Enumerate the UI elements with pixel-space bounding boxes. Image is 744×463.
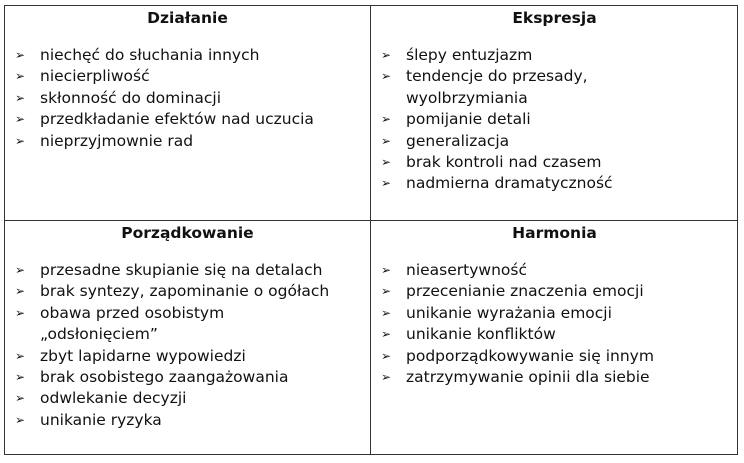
cell-title-top-left: Działanie [147,9,228,27]
list-item-text: podporządkowywanie się innym [406,346,654,365]
list-item-text: niecierpliwość [40,67,150,86]
list-item-text: pomijanie detali [406,110,531,129]
list-item-text: przedkładanie efektów nad uczucia [40,110,314,129]
list-bottom-left [15,260,360,431]
list-item [15,281,360,302]
list-top-right [381,45,728,195]
arrow-bullet-icon: ➢ [15,284,26,299]
list-item-text: zatrzymywanie opinii dla siebie [406,368,650,387]
arrow-bullet-icon: ➢ [381,305,392,320]
arrow-bullet-icon: ➢ [15,48,26,62]
cell-top-right [371,6,738,221]
list-item-text: unikanie konfliktów [406,325,556,344]
list-item-text: niechęć do słuchania innych [40,46,260,64]
cell-top-left [5,6,371,221]
list-item [381,260,728,281]
arrow-bullet-icon: ➢ [381,327,392,342]
arrow-bullet-icon: ➢ [15,370,26,385]
list-item-text: nadmierna dramatyczność [406,174,613,193]
list-item-text: tendencje do przesady, [406,67,588,86]
list-item-text: przesadne skupianie się na detalach [40,261,323,279]
list-item [381,109,728,130]
arrow-bullet-icon: ➢ [381,155,392,170]
list-item-text: generalizacja [406,131,510,150]
list-item [381,303,728,324]
list-item-text: brak kontroli nad czasem [406,153,602,172]
list-item [381,367,728,388]
list-item-text: brak osobistego zaangażowania [40,368,289,387]
arrow-bullet-icon: ➢ [381,112,392,127]
arrow-bullet-icon: ➢ [15,69,26,84]
list-item [15,303,360,346]
cell-title-top-right: Ekspresja [512,9,597,27]
cell-title-bottom-left: Porządkowanie [121,224,254,242]
arrow-bullet-icon: ➢ [381,48,392,62]
arrow-bullet-icon: ➢ [381,348,392,363]
list-item-text: odwlekanie decyzji [40,389,187,408]
arrow-bullet-icon: ➢ [381,370,392,385]
quadrant-table [4,5,738,455]
arrow-bullet-icon: ➢ [381,263,392,277]
list-item [15,367,360,388]
list-top-left [15,45,360,152]
list-item [381,281,728,302]
list-item-text: nieasertywność [406,261,527,279]
list-item [381,131,728,152]
list-item-text: ślepy entuzjazm [406,46,533,64]
list-item [381,173,728,194]
list-item-text: skłonność do dominacji [40,88,222,107]
list-item-text: obawa przed osobistym [40,303,225,322]
list-item-text: nieprzyjmownie rad [40,131,194,150]
cell-bottom-left [5,221,371,454]
list-item [381,324,728,345]
cell-title-bottom-right: Harmonia [512,224,597,242]
list-item-text: brak syntezy, zapominanie o ogółach [40,282,330,301]
arrow-bullet-icon: ➢ [381,69,392,84]
list-item [381,66,728,109]
arrow-bullet-icon: ➢ [15,305,26,320]
arrow-bullet-icon: ➢ [15,133,26,148]
list-item [15,45,360,66]
arrow-bullet-icon: ➢ [15,391,26,406]
arrow-bullet-icon: ➢ [15,112,26,127]
list-item-text: unikanie ryzyka [40,410,162,429]
list-bottom-right [381,260,728,388]
list-item [15,109,360,130]
list-item [381,346,728,367]
list-item-text: zbyt lapidarne wypowiedzi [40,346,246,365]
list-item [15,346,360,367]
list-item [381,45,728,66]
arrow-bullet-icon: ➢ [381,284,392,299]
list-item [15,410,360,431]
list-item-text: wyolbrzymiania [406,88,528,107]
list-item-text: unikanie wyrażania emocji [406,303,612,322]
list-item [15,388,360,409]
arrow-bullet-icon: ➢ [381,176,392,191]
arrow-bullet-icon: ➢ [15,348,26,363]
arrow-bullet-icon: ➢ [15,263,26,277]
list-item [15,88,360,109]
list-item [15,66,360,87]
list-item [15,260,360,281]
arrow-bullet-icon: ➢ [15,412,26,427]
list-item-text: przecenianie znaczenia emocji [406,282,644,301]
list-item-text: „odsłonięciem” [40,325,158,344]
arrow-bullet-icon: ➢ [381,133,392,148]
list-item [15,131,360,152]
list-item [381,152,728,173]
arrow-bullet-icon: ➢ [15,90,26,105]
cell-bottom-right [371,221,738,454]
